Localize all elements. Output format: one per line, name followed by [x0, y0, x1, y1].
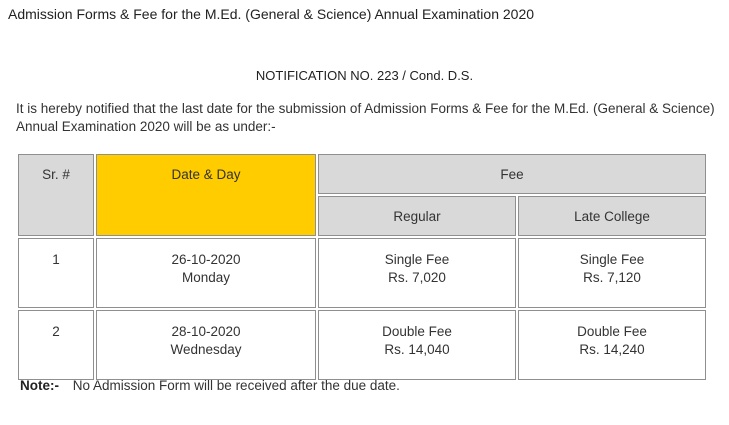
sr-value: 2	[52, 324, 60, 339]
cell-date-day	[96, 310, 316, 380]
header-fee-label: Fee	[500, 166, 524, 182]
notification-number: NOTIFICATION NO. 223 / Cond. D.S.	[255, 68, 474, 83]
sr-value: 1	[52, 252, 60, 267]
fee-schedule-table	[16, 152, 708, 382]
table-header-row	[18, 154, 706, 194]
note	[20, 378, 400, 393]
header-date-day	[96, 154, 316, 236]
cell-regular-fee	[318, 238, 516, 308]
cell-late-fee	[518, 310, 706, 380]
date-value: 28-10-2020	[171, 324, 241, 339]
regular-fee-type: Single Fee	[384, 252, 450, 267]
note-label: Note:-	[20, 378, 59, 393]
regular-fee-type: Double Fee	[382, 324, 452, 339]
header-regular-label: Regular	[393, 208, 441, 224]
late-fee-amount: Rs. 7,120	[583, 270, 641, 285]
day-value: Wednesday	[170, 342, 242, 357]
note-text: No Admission Form will be received after the due date.	[72, 378, 400, 393]
cell-regular-fee	[318, 310, 516, 380]
intro-text: It is hereby notified that the last date for the submission of Admission Forms & Fee for the M.Ed. (General & Science) Annual Examination 2020 will be as under:-	[16, 101, 715, 134]
late-fee-type: Double Fee	[577, 324, 647, 339]
cell-sr	[18, 310, 94, 380]
table-row	[18, 310, 706, 380]
header-regular	[318, 196, 516, 236]
header-date-day-label: Date & Day	[171, 167, 241, 182]
regular-fee-amount: Rs. 7,020	[388, 270, 446, 285]
late-fee-type: Single Fee	[579, 252, 645, 267]
header-sr	[18, 154, 94, 236]
cell-date-day	[96, 238, 316, 308]
late-fee-amount: Rs. 14,240	[579, 342, 645, 357]
day-value: Monday	[181, 270, 231, 285]
date-value: 26-10-2020	[171, 252, 241, 267]
header-fee	[318, 154, 706, 194]
regular-fee-amount: Rs. 14,040	[384, 342, 450, 357]
header-late-college-label: Late College	[574, 208, 650, 224]
header-sr-label: Sr. #	[42, 167, 70, 182]
cell-sr	[18, 238, 94, 308]
table-row	[18, 238, 706, 308]
header-late-college	[518, 196, 706, 236]
cell-late-fee	[518, 238, 706, 308]
page-title: Admission Forms & Fee for the M.Ed. (General & Science) Annual Examination 2020	[8, 6, 535, 22]
